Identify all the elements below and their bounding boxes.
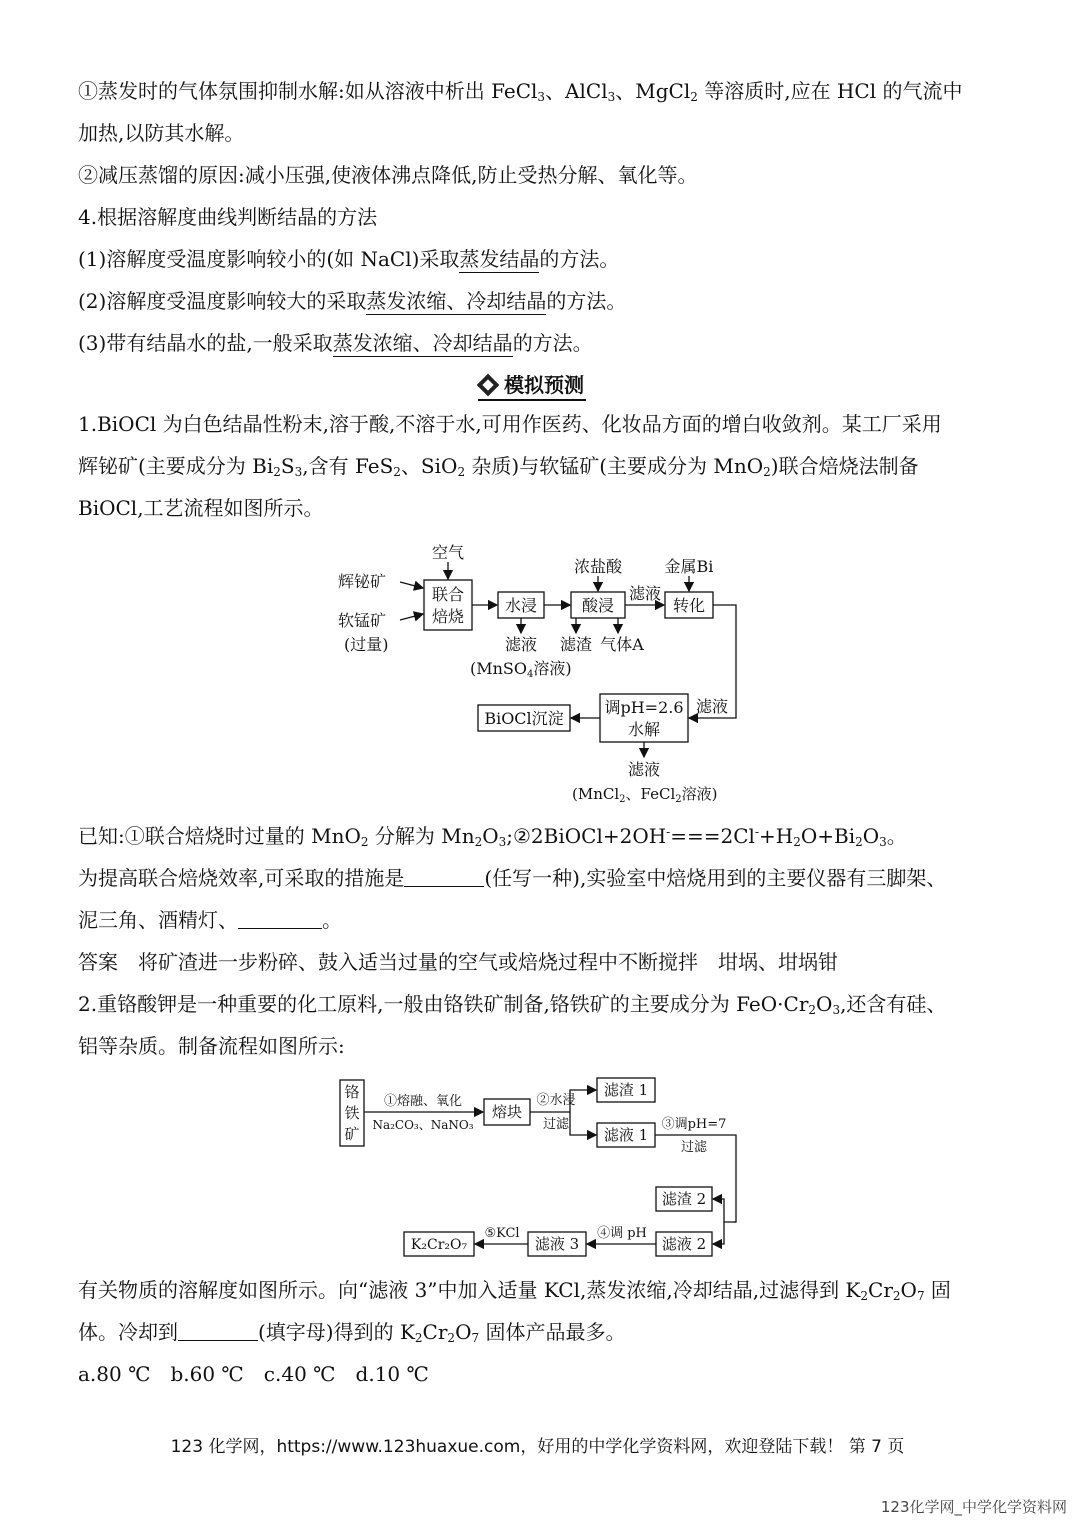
question-2-line-4: 体。冷却到 (填字母)得到的 $K_2Cr_2O_7$ 固体产品最多。 — [78, 1320, 626, 1345]
text-line-7: (3)带有结晶水的盐,一般采取蒸发浓缩、冷却结晶的方法。 — [78, 331, 593, 355]
label-final-solution: (MnCl$_2$、FeCl$_2$溶液) — [572, 785, 718, 805]
answer-line: 答案 将矿渣进一步粉碎、鼓入适当过量的空气或焙烧过程中不断搅拌 坩埚、坩埚钳 — [78, 950, 838, 974]
answer-blank-2[interactable] — [238, 910, 322, 929]
watermark: 123化学网_中学化学资料网 — [880, 1498, 1067, 1516]
question-1-ask-1: 为提高联合焙烧效率,可采取的措施是 (任写一种),实验室中焙烧用到的主要仪器有三脚架、 — [78, 866, 947, 890]
heading-4: 4.根据溶解度曲线判断结晶的方法 — [78, 205, 378, 229]
label-step-5: ⑤KCl — [484, 1226, 520, 1241]
box-leach: 水浸 — [504, 596, 538, 615]
label-mnso4: (MnSO4溶液) — [470, 659, 572, 680]
question-1-ask-2: 泥三角、酒精灯、 。 — [78, 908, 342, 932]
diamond-icon — [477, 374, 500, 397]
box-product-k2cr2o7: K₂Cr₂O₇ — [410, 1237, 468, 1253]
question-2-line-2: 铝等杂质。制备流程如图所示: — [78, 1034, 345, 1058]
box-ore-2: 铁 — [344, 1104, 360, 1122]
text-line-1: ①蒸发时的气体氛围抑制水解:如从溶液中析出 FeCl$_3$、AlCl$_3$、MgCl$_2$ 等溶质时,应在 HCl 的气流中 — [78, 79, 963, 104]
label-ore-bi: 辉铋矿 — [338, 572, 387, 591]
box-block: 熔块 — [491, 1103, 523, 1121]
question-2-line-3: 有关物质的溶解度如图所示。向“滤液 3”中加入适量 KCl,蒸发浓缩,冷却结晶,过滤得到 $K_2Cr_2O_7$ 固 — [78, 1278, 951, 1303]
box-ph: 调pH=2.6 — [604, 698, 684, 717]
label-filtrate-4: 滤液 — [627, 760, 661, 779]
question-1-line-3: BiOCl,工艺流程如图所示。 — [78, 496, 324, 520]
box-filtrate-1: 滤液 1 — [603, 1126, 649, 1144]
box-acid: 酸浸 — [581, 596, 615, 615]
label-filtrate-2: 滤液 — [628, 584, 662, 603]
label-step-4: ④调 pH — [597, 1226, 647, 1241]
box-convert: 转化 — [672, 596, 706, 615]
label-filtrate-3: 滤液 — [695, 697, 729, 716]
label-step-2: ②水浸 — [536, 1093, 576, 1108]
label-ore-mn: 软锰矿 — [338, 611, 387, 630]
box-ore-1: 铬 — [344, 1083, 360, 1101]
label-filtrate-1: 滤液 — [504, 635, 538, 654]
label-step-2b: 过滤 — [542, 1117, 570, 1132]
question-2-line-1: 2.重铬酸钾是一种重要的化工原料,一般由铬铁矿制备,铬铁矿的主要成分为 $FeO\cdot Cr_2O_3$,还含有硅、 — [78, 992, 947, 1017]
box-roast-2: 焙烧 — [431, 607, 465, 626]
box-filtrate-2: 滤液 2 — [661, 1235, 707, 1253]
section-title: 模拟预测 — [478, 371, 586, 401]
question-1-line-2: 辉铋矿(主要成分为 $Bi_2S_3$,含有 FeS$_2$、SiO$_2$ 杂质)与软锰矿(主要成分为 MnO$_2$)联合焙烧法制备 — [78, 454, 919, 479]
box-ore-3: 矿 — [344, 1125, 360, 1143]
question-1-line-1: 1.BiOCl 为白色结晶性粉末,溶于酸,不溶于水,可用作医药、化妆品方面的增白收敛剂。某工厂采用 — [78, 412, 942, 436]
text-line-6: (2)溶解度受温度影响较大的采取蒸发浓缩、冷却结晶的方法。 — [78, 289, 627, 313]
box-residue-1: 滤渣 1 — [603, 1081, 649, 1099]
box-residue-2: 滤渣 2 — [661, 1190, 707, 1208]
answer-blank-1[interactable] — [404, 868, 484, 887]
label-hcl: 浓盐酸 — [573, 557, 623, 576]
text-line-2: 加热,以防其水解。 — [78, 121, 245, 145]
page-footer: 123 化学网，https://www.123huaxue.com，好用的中学化学资料网，欢迎登陆下载！ 第 7 页 — [170, 1437, 905, 1457]
label-gas-a: 气体A — [600, 635, 644, 654]
known-conditions: 已知:①联合焙烧时过量的 MnO$_2$ 分解为 $Mn_2O_3;②2BiOCl+2OH^-===2Cl^-+H_2O+Bi_2O_3$。 — [78, 824, 907, 849]
label-excess: (过量) — [344, 635, 389, 654]
box-filtrate-3: 滤液 3 — [534, 1235, 580, 1253]
label-residue: 滤渣 — [559, 635, 593, 654]
answer-blank-3[interactable] — [178, 1322, 258, 1341]
label-step-1b: Na₂CO₃、NaNO₃ — [372, 1118, 474, 1132]
flowchart-k2cr2o7 — [334, 1074, 744, 1264]
answer-options: a.80 ℃ b.60 ℃ c.40 ℃ d.10 ℃ — [78, 1362, 429, 1386]
label-air: 空气 — [431, 543, 465, 562]
label-step-3: ③调pH=7 — [661, 1117, 727, 1132]
label-step-1: ①熔融、氧化 — [383, 1094, 463, 1109]
label-step-3b: 过滤 — [680, 1140, 708, 1155]
text-line-5: (1)溶解度受温度影响较小的(如 NaCl)采取蒸发结晶的方法。 — [78, 247, 620, 271]
box-bioc-product: BiOCl沉淀 — [484, 709, 564, 728]
text-line-3: ②减压蒸馏的原因:减小压强,使液体沸点降低,防止受热分解、氧化等。 — [78, 163, 698, 187]
box-hydrolysis: 水解 — [627, 720, 661, 739]
box-roast-1: 联合 — [431, 585, 465, 604]
label-bi: 金属Bi — [664, 557, 714, 576]
flowchart-bioc — [330, 538, 750, 808]
